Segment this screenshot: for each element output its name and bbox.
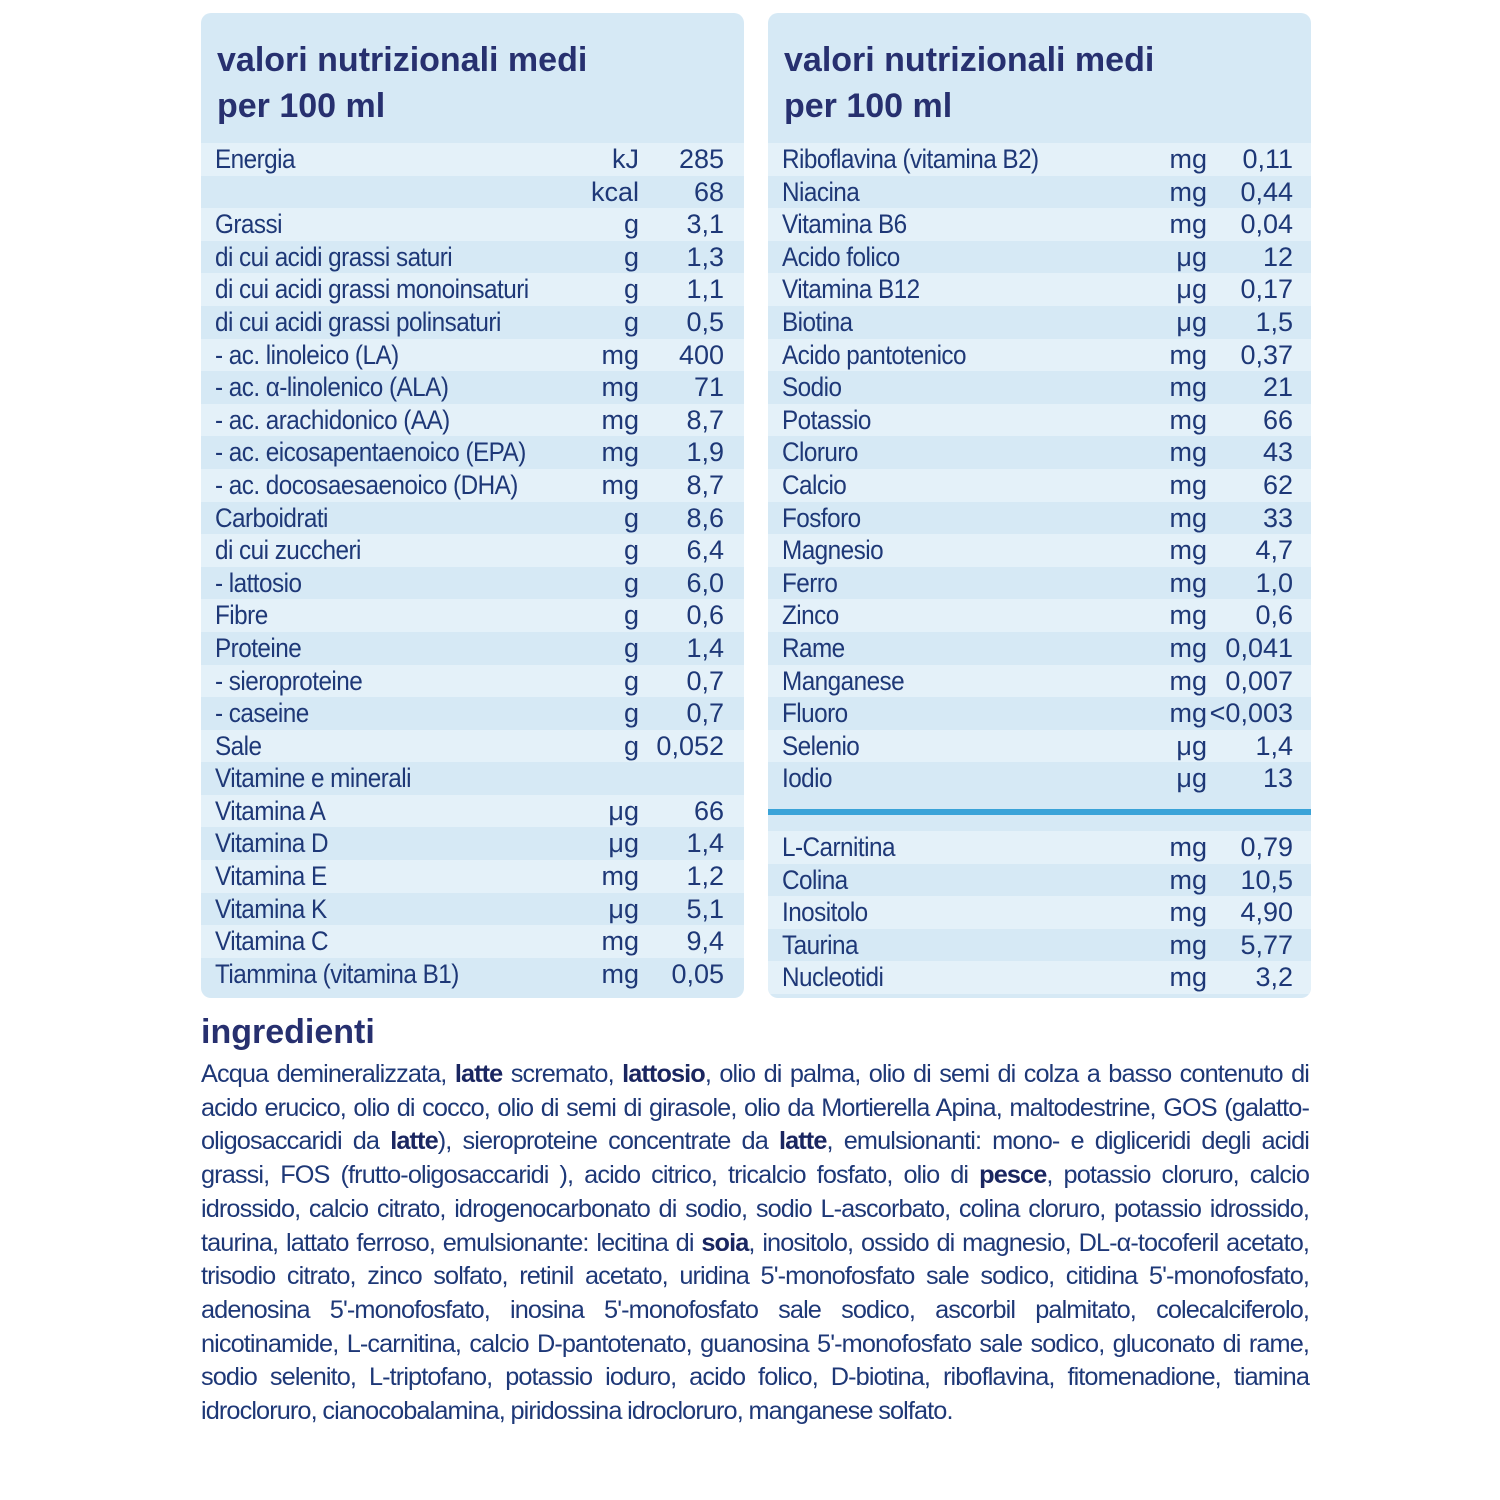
nutrient-value: 4,7	[1255, 535, 1293, 566]
nutrient-row	[768, 567, 1311, 600]
nutrient-name: Zinco	[782, 600, 839, 631]
nutrient-row	[201, 176, 744, 209]
nutrient-unit: mg	[1169, 404, 1207, 435]
nutrient-unit: mg	[601, 926, 639, 957]
nutrient-name: di cui acidi grassi polinsaturi	[215, 306, 501, 337]
panel-title	[217, 37, 587, 129]
nutrient-value: 6,0	[686, 567, 724, 598]
nutrient-value: 1,9	[686, 437, 724, 468]
nutrient-unit: g	[623, 600, 639, 631]
nutrient-table	[768, 143, 1311, 795]
ingredient-text: Acqua demineralizzata,	[201, 1060, 455, 1088]
nutrient-name: - ac. α-linolenico (ALA)	[215, 372, 449, 403]
nutrient-row	[768, 961, 1311, 994]
ingredients-text	[201, 1058, 1309, 1429]
nutrient-row	[201, 534, 744, 567]
ingredient-text: , potassio cloruro, calcio idrossido, calcio citrato, idrogenocarbonato di sodio, sodio L-ascorbato, colina cloruro, potassio idrossido, taurina, lattato ferroso, emulsionante: lecitina di	[201, 1161, 1309, 1257]
section-divider	[768, 809, 1311, 815]
nutrient-row	[201, 697, 744, 730]
nutrient-row	[201, 762, 744, 795]
nutrient-name: Vitamina D	[215, 828, 329, 859]
nutrient-name: Acido folico	[782, 241, 900, 272]
nutrient-name: Ferro	[782, 567, 838, 598]
nutrient-name: Colina	[782, 864, 848, 895]
nutrient-row	[768, 469, 1311, 502]
nutrient-row	[201, 241, 744, 274]
nutrient-unit: mg	[1169, 339, 1207, 370]
nutrient-value: 8,6	[686, 502, 724, 533]
nutrient-name: di cui acidi grassi saturi	[215, 241, 453, 272]
nutrient-row	[768, 697, 1311, 730]
nutrient-value: 400	[678, 339, 724, 370]
nutrient-row	[768, 404, 1311, 437]
nutrient-unit: mg	[1169, 469, 1207, 500]
nutrient-name: Inositolo	[782, 897, 868, 928]
nutrient-name: L-Carnitina	[782, 832, 895, 862]
nutrient-unit: mg	[1169, 929, 1207, 960]
nutrient-name: Biotina	[782, 306, 853, 337]
nutrient-unit: μg	[1176, 306, 1207, 337]
nutrient-unit: g	[623, 567, 639, 598]
nutrient-row	[768, 599, 1311, 632]
nutrient-name: Vitamine e minerali	[215, 763, 411, 794]
nutrient-row	[201, 860, 744, 893]
nutrient-value: 43	[1262, 437, 1293, 468]
nutrient-row	[768, 831, 1311, 864]
nutrient-name: Vitamina K	[215, 893, 327, 924]
ingredient-text: scremato,	[502, 1060, 623, 1088]
nutrient-name: Niacina	[782, 176, 860, 207]
nutrient-row	[768, 143, 1311, 176]
nutrient-value: 0,44	[1240, 176, 1293, 207]
nutrient-unit: mg	[1169, 144, 1207, 174]
nutrient-value: 0,17	[1240, 274, 1293, 305]
nutrient-unit: mg	[1169, 962, 1207, 993]
nutrient-row	[201, 599, 744, 632]
nutrient-value: 1,4	[686, 828, 724, 859]
nutrition-panel-left	[201, 13, 744, 998]
panel-title-line1: valori nutrizionali medi	[784, 41, 1155, 79]
nutrient-unit: μg	[608, 893, 639, 924]
nutrient-row	[201, 827, 744, 860]
nutrient-unit: mg	[1169, 698, 1207, 729]
nutrient-name: Vitamina C	[215, 926, 329, 957]
nutrient-row	[201, 404, 744, 437]
nutrient-unit: mg	[601, 339, 639, 370]
nutrient-value: 5,77	[1240, 929, 1293, 960]
nutrient-value: 0,37	[1240, 339, 1293, 370]
nutrient-name: Vitamina A	[215, 795, 326, 826]
nutrient-row	[201, 371, 744, 404]
nutrient-unit: mg	[601, 958, 639, 989]
nutrient-row	[768, 864, 1311, 897]
nutrient-row	[768, 665, 1311, 698]
nutrient-row	[201, 208, 744, 241]
nutrient-row	[768, 896, 1311, 929]
nutrient-unit: mg	[1169, 897, 1207, 928]
nutrient-row	[201, 339, 744, 372]
nutrient-unit: mg	[1169, 665, 1207, 696]
nutrient-value: 1,5	[1255, 306, 1293, 337]
nutrient-value: 13	[1262, 763, 1293, 794]
nutrient-row	[201, 436, 744, 469]
nutrient-row	[768, 273, 1311, 306]
nutrient-value: 33	[1262, 502, 1293, 533]
nutrient-value: 0,041	[1225, 632, 1293, 663]
nutrient-name: Proteine	[215, 632, 302, 663]
nutrient-value: 0,052	[656, 730, 724, 761]
nutrient-row	[201, 502, 744, 535]
allergen-text: latte	[454, 1060, 503, 1088]
nutrient-value: 0,04	[1240, 209, 1293, 240]
nutrient-name: di cui zuccheri	[215, 535, 361, 566]
nutrient-value: 12	[1262, 241, 1293, 272]
nutrient-unit: mg	[601, 372, 639, 403]
panel-title-line1: valori nutrizionali medi	[217, 41, 588, 79]
nutrient-value: 68	[693, 176, 724, 207]
nutrient-row	[201, 143, 744, 176]
nutrient-unit: g	[623, 241, 639, 272]
nutrient-name: Manganese	[782, 665, 905, 696]
nutrient-unit: g	[623, 730, 639, 761]
nutrient-unit: mg	[1169, 535, 1207, 566]
nutrient-value: 66	[1262, 404, 1293, 435]
nutrient-row	[768, 632, 1311, 665]
nutrient-unit: mg	[1169, 176, 1207, 207]
nutrient-unit: mg	[601, 404, 639, 435]
nutrient-value: 8,7	[686, 469, 724, 500]
nutrient-value: 1,3	[686, 241, 724, 272]
nutrient-value: 9,4	[686, 926, 724, 957]
nutrient-unit: mg	[1169, 372, 1207, 403]
nutrient-table	[201, 143, 744, 990]
nutrient-name: Sale	[215, 730, 262, 761]
nutrient-unit: g	[623, 274, 639, 305]
nutrient-row	[201, 306, 744, 339]
nutrient-value: 0,6	[686, 600, 724, 631]
nutrient-value: 4,90	[1240, 897, 1293, 928]
nutrient-row	[768, 436, 1311, 469]
nutrient-name: di cui acidi grassi monoinsaturi	[215, 274, 529, 305]
nutrient-unit: mg	[601, 469, 639, 500]
nutrient-value: 6,4	[686, 535, 724, 566]
nutrient-unit: g	[623, 665, 639, 696]
nutrient-row	[768, 176, 1311, 209]
nutrient-row	[768, 929, 1311, 962]
nutrient-name: - sieroproteine	[215, 665, 363, 696]
nutrient-name: Magnesio	[782, 535, 884, 566]
nutrient-unit: μg	[1176, 763, 1207, 794]
nutrient-name: Vitamina B12	[782, 274, 920, 305]
nutrient-row	[201, 273, 744, 306]
nutrient-unit: kcal	[590, 176, 639, 207]
nutrient-unit: mg	[1169, 437, 1207, 468]
nutrient-name: - ac. eicosapentaenoico (EPA)	[215, 437, 526, 468]
nutrient-row	[201, 665, 744, 698]
nutrient-name: Vitamina B6	[782, 209, 907, 240]
nutrient-unit: kJ	[612, 144, 639, 174]
nutrient-row	[768, 502, 1311, 535]
nutrient-name: Carboidrati	[215, 502, 328, 533]
nutrient-name: Energia	[215, 144, 295, 174]
nutrient-value: 1,0	[1255, 567, 1293, 598]
panel-title-line2: per 100 ml	[217, 87, 386, 125]
nutrient-unit: mg	[1169, 600, 1207, 631]
nutrient-unit: μg	[1176, 241, 1207, 272]
nutrient-unit: g	[623, 632, 639, 663]
allergen-text: soia	[701, 1228, 749, 1257]
nutrient-name: Iodio	[782, 763, 833, 794]
nutrient-unit: g	[623, 502, 639, 533]
ingredient-text: , inositolo, ossido di magnesio, DL-α-tocoferil acetato, trisodio citrato, zinco solfato, retinil acetato, uridina 5'-monofosfato sale sodico, citidina 5'-monofosfato, adenosina 5'-monofosfato, inosina 5'-monofosfato sale sodico, ascorbil palmitato, colecalciferolo, nicotinamide, L-carnitina, calcio D-pantotenato, guanosina 5'-monofosfato sale sodico, gluconato di rame, sodio selenito, L-triptofano, potassio ioduro, acido folico, D-biotina, riboflavina, fitomenadione, tiamina idrocloruro, cianocobalamina, piridossina idrocloruro, manganese solfato.	[201, 1228, 1309, 1426]
nutrient-row	[201, 632, 744, 665]
panel-title-line2: per 100 ml	[784, 87, 953, 125]
nutrient-value: 10,5	[1240, 864, 1293, 895]
nutrient-unit: μg	[608, 828, 639, 859]
nutrient-value: 1,2	[686, 861, 724, 892]
nutrient-name: Sodio	[782, 372, 842, 403]
nutrient-unit: mg	[1169, 832, 1207, 862]
nutrient-name: - ac. linoleico (LA)	[215, 339, 399, 370]
nutrient-name: Fibre	[215, 600, 268, 631]
nutrient-value: 285	[678, 144, 724, 174]
nutrient-name: Selenio	[782, 730, 860, 761]
nutrient-name: - ac. arachidonico (AA)	[215, 404, 450, 435]
nutrient-name: - caseine	[215, 698, 309, 729]
nutrient-row	[201, 567, 744, 600]
nutrient-name: Tiammina (vitamina B1)	[215, 958, 459, 989]
nutrient-name: Nucleotidi	[782, 962, 884, 993]
nutrient-row	[768, 306, 1311, 339]
nutrient-name: Potassio	[782, 404, 871, 435]
nutrient-value: 0,6	[1255, 600, 1293, 631]
nutrient-row	[768, 730, 1311, 763]
nutrient-unit: mg	[1169, 567, 1207, 598]
nutrient-unit: mg	[601, 861, 639, 892]
nutrient-row	[768, 339, 1311, 372]
nutrient-value: 0,5	[686, 306, 724, 337]
nutrient-row	[768, 534, 1311, 567]
nutrient-row	[768, 241, 1311, 274]
nutrient-value: 0,11	[1242, 144, 1293, 174]
nutrient-name: Fluoro	[782, 698, 848, 729]
ingredient-text: ), sieroproteine concentrate da	[437, 1127, 779, 1156]
nutrient-unit: mg	[1169, 864, 1207, 895]
nutrient-name: - ac. docosaesaenoico (DHA)	[215, 469, 518, 500]
nutrient-unit: mg	[1169, 209, 1207, 240]
nutrient-value: 62	[1262, 469, 1293, 500]
nutrient-row	[201, 925, 744, 958]
allergen-text: latte	[778, 1127, 827, 1156]
nutrient-name: Taurina	[782, 929, 858, 960]
nutrient-name: Calcio	[782, 469, 847, 500]
nutrient-name: Vitamina E	[215, 861, 327, 892]
ingredients-title: ingredienti	[201, 1013, 375, 1051]
nutrient-name: Riboflavina (vitamina B2)	[782, 144, 1039, 174]
nutrient-row	[201, 795, 744, 828]
nutrient-name: Cloruro	[782, 437, 858, 468]
nutrient-name: - lattosio	[215, 567, 302, 598]
ingredients-section	[201, 1010, 1309, 1429]
allergen-text: lattosio	[622, 1060, 705, 1088]
nutrient-value: 1,4	[686, 632, 724, 663]
nutrient-unit: g	[623, 306, 639, 337]
nutrient-table-extra	[768, 831, 1311, 994]
nutrient-name: Rame	[782, 632, 845, 663]
nutrient-value: 71	[693, 372, 724, 403]
ingredient-text: , olio di palma, olio di semi di colza a basso contenuto di acido erucico, olio di cocco, olio di semi di girasole, olio da Mortierella Apina, maltodestrine, GOS (galatto-oligosaccaridi da	[201, 1060, 1309, 1156]
nutrient-unit: g	[623, 209, 639, 240]
nutrient-value: 1,1	[686, 274, 724, 305]
nutrient-value: 66	[693, 795, 724, 826]
nutrient-value: 3,2	[1255, 962, 1293, 993]
nutrient-row	[201, 958, 744, 991]
nutrient-unit: mg	[601, 437, 639, 468]
nutrient-name: Fosforo	[782, 502, 861, 533]
nutrient-unit: mg	[1169, 632, 1207, 663]
nutrient-value: 0,05	[671, 958, 724, 989]
nutrient-unit: g	[623, 535, 639, 566]
nutrition-panel-right	[768, 13, 1311, 998]
nutrient-row	[768, 762, 1311, 795]
nutrient-value: 0,7	[686, 665, 724, 696]
nutrient-unit: μg	[1176, 730, 1207, 761]
nutrient-unit: μg	[1176, 274, 1207, 305]
nutrient-value: 5,1	[686, 893, 724, 924]
nutrient-value: 0,79	[1240, 832, 1293, 862]
panel-title	[784, 37, 1154, 129]
nutrient-value: <0,003	[1209, 698, 1293, 729]
nutrient-name: Acido pantotenico	[782, 339, 967, 370]
nutrient-value: 1,4	[1255, 730, 1293, 761]
nutrient-value: 0,007	[1225, 665, 1293, 696]
nutrient-value: 0,7	[686, 698, 724, 729]
allergen-text: latte	[390, 1127, 438, 1156]
nutrient-row	[768, 371, 1311, 404]
nutrient-row	[768, 208, 1311, 241]
nutrient-value: 3,1	[686, 209, 724, 240]
nutrient-value: 8,7	[686, 404, 724, 435]
allergen-text: pesce	[979, 1161, 1047, 1190]
ingredient-text: , emulsionanti: mono- e digliceridi degli acidi grassi, FOS (frutto-oligosaccaridi ), acido citrico, tricalcio fosfato, olio di	[201, 1127, 1309, 1190]
nutrient-unit: mg	[1169, 502, 1207, 533]
nutrient-row	[201, 893, 744, 926]
nutrient-name: Grassi	[215, 209, 282, 240]
nutrient-unit: g	[623, 698, 639, 729]
nutrient-unit: μg	[608, 795, 639, 826]
nutrient-row	[201, 469, 744, 502]
nutrient-value: 21	[1262, 372, 1293, 403]
nutrient-row	[201, 730, 744, 763]
